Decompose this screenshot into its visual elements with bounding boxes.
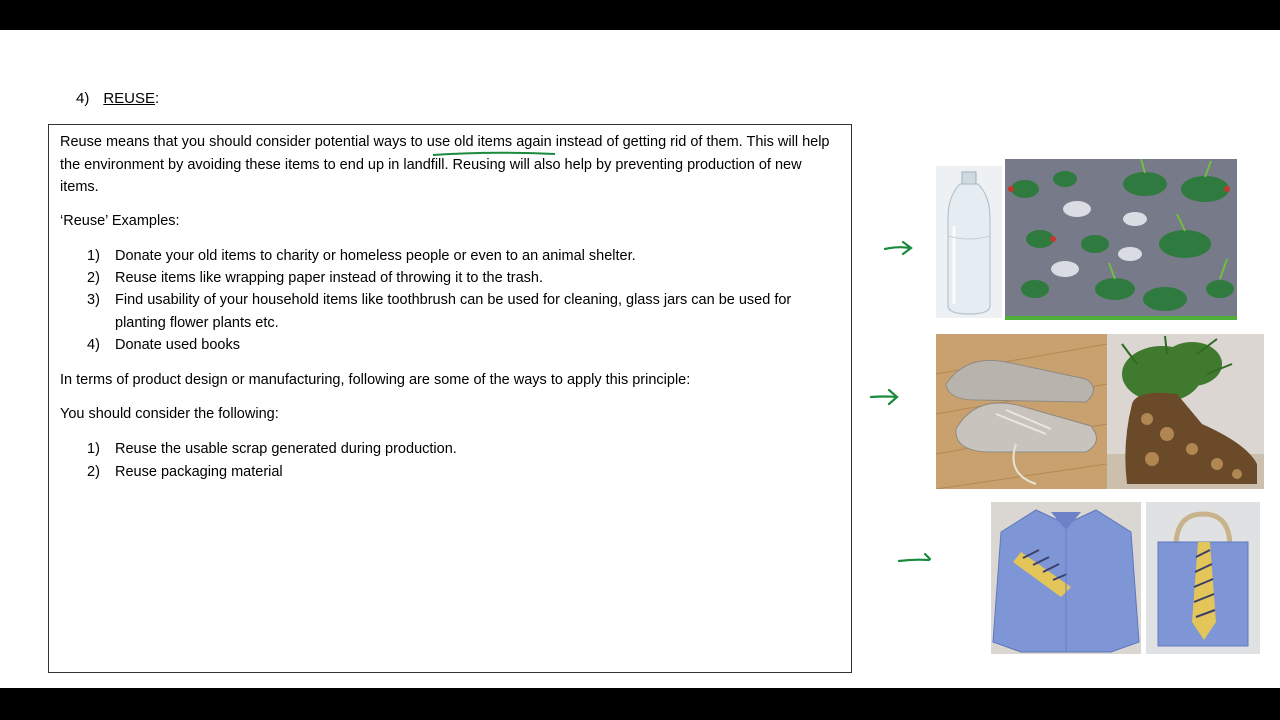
list-text: Reuse items like wrapping paper instead of throwing it to the trash. (115, 270, 543, 286)
green-underline-annotation (431, 150, 557, 158)
bottle-garden-image (1005, 159, 1237, 320)
hand-drawn-arrow-icon (868, 387, 902, 407)
list-number: 2) (87, 464, 100, 480)
blue-shirt-image (991, 502, 1141, 654)
old-sneakers-image (936, 334, 1107, 489)
section-heading (76, 90, 159, 107)
intro-text-end: instead of getting rid of them. This will help the environment by avoiding these items to end up in landfill. Reusing will also help by preventing production of new items. (60, 134, 830, 195)
plastic-bottle-image (936, 166, 1002, 318)
sneaker-planter-image (1107, 334, 1264, 489)
list-text: Reuse packaging material (115, 464, 283, 480)
design-intro: In terms of product design or manufacturing, following are some of the ways to apply this principle: (60, 372, 691, 388)
intro-paragraph (60, 131, 840, 199)
highlight-text: use old items again (426, 134, 552, 150)
content-box (48, 124, 852, 673)
list-number: 3) (87, 292, 100, 308)
list-number: 1) (87, 441, 100, 457)
list-text: Donate your old items to charity or homeless people or even to an animal shelter. (115, 248, 636, 264)
list-text: Donate used books (115, 337, 240, 353)
section-colon: : (155, 90, 160, 107)
highlighted-phrase (427, 134, 552, 150)
hand-drawn-arrow-icon (896, 549, 934, 567)
section-title: REUSE (103, 90, 156, 107)
list-text: Find usability of your household items like toothbrush can be used for cleaning, glass jars can be used for planting flower plants etc. (115, 292, 792, 331)
list-number: 4) (87, 337, 100, 353)
consider-paragraph: You should consider the following: (60, 406, 279, 422)
intro-text-start: Reuse means that you should consider potential ways to (60, 134, 427, 150)
document-page (0, 30, 1280, 688)
list-number: 2) (87, 270, 100, 286)
shirt-tote-bag-image (1146, 502, 1260, 654)
hand-drawn-arrow-icon (882, 238, 916, 258)
list-number: 1) (87, 248, 100, 264)
list-text: Reuse the usable scrap generated during production. (115, 441, 457, 457)
examples-title: ‘Reuse’ Examples: (60, 213, 180, 229)
section-number: 4) (76, 90, 90, 107)
